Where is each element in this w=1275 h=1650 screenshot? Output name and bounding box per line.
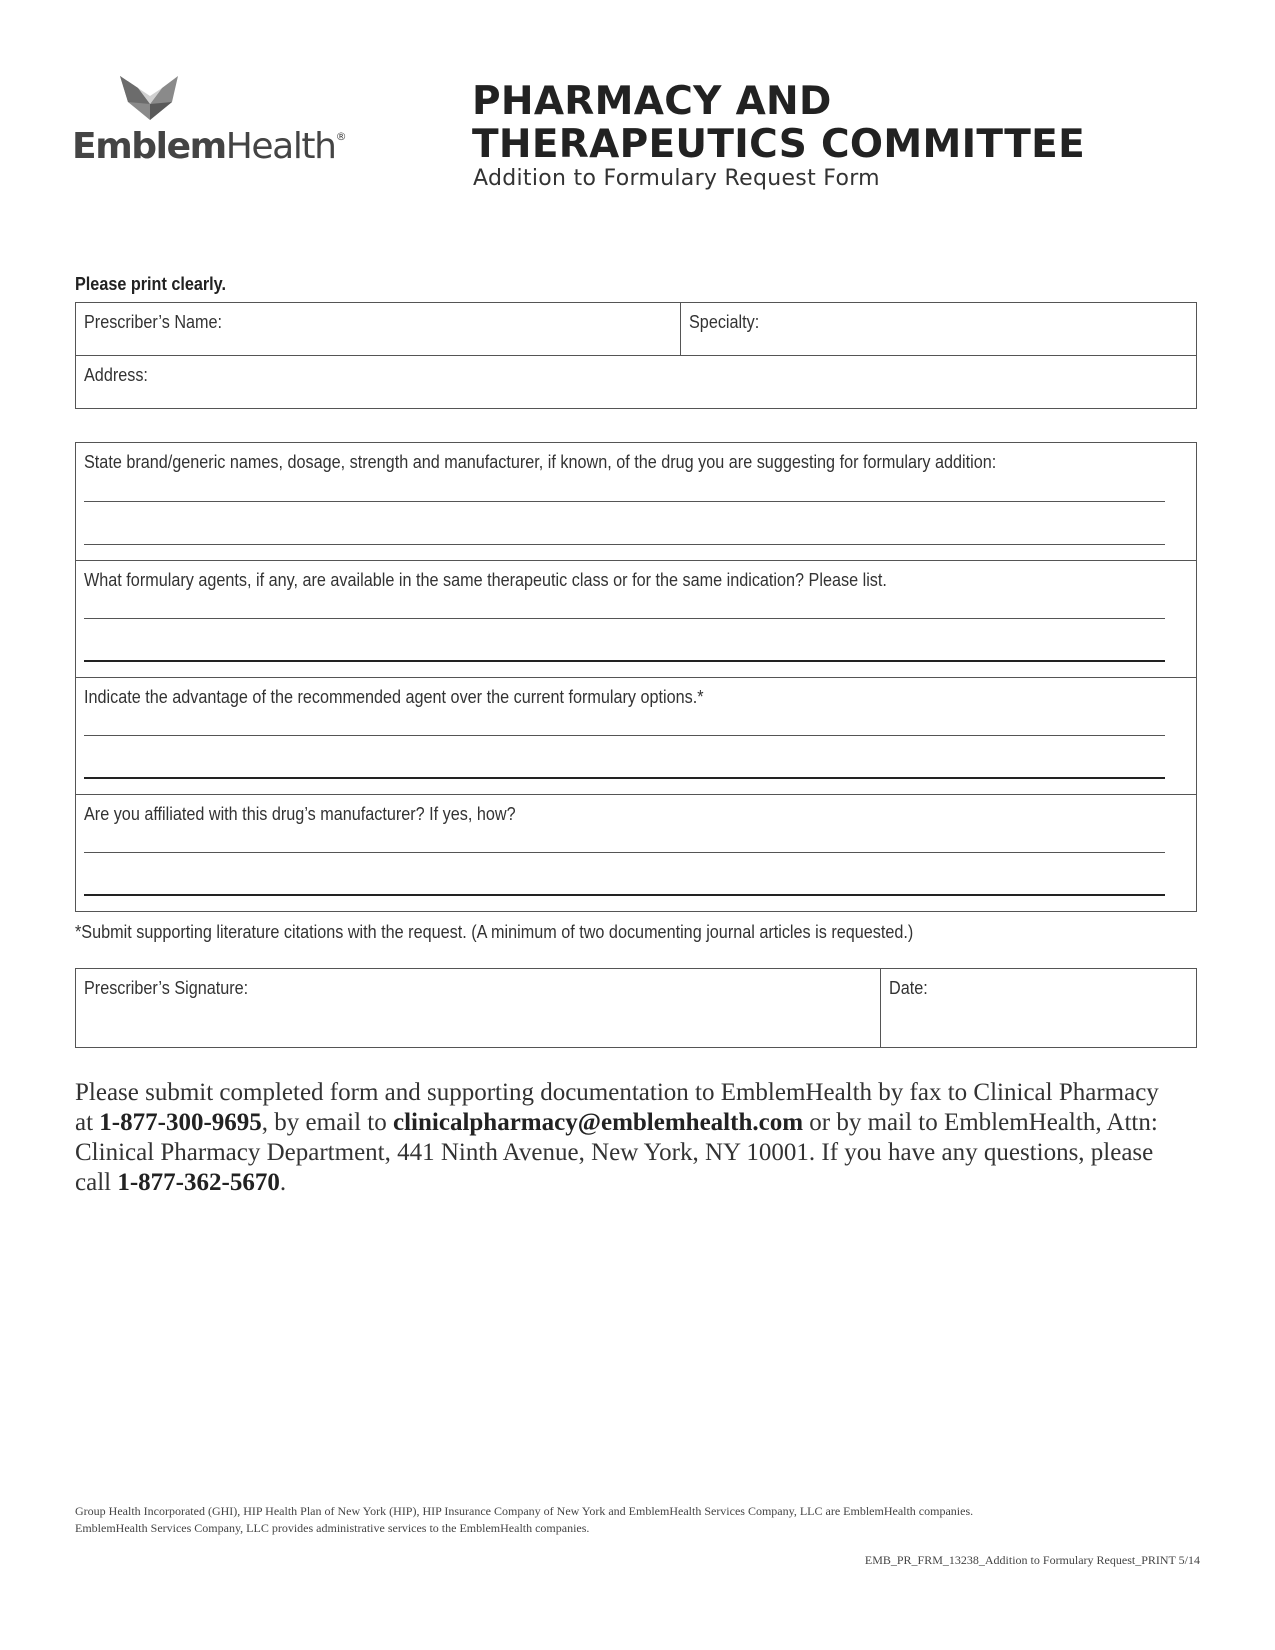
address-label: Address:: [84, 365, 148, 385]
legal-line-1: Group Health Incorporated (GHI), HIP Health Plan of New York (HIP), HIP Insurance Company of New York and EmblemHealth Services Company, LLC are EmblemHealth companies.: [75, 1504, 974, 1518]
question-label: State brand/generic names, dosage, strength and manufacturer, if known, of the drug you are suggesting for formulary addition:: [84, 452, 997, 472]
emblemhealth-logo: [72, 74, 352, 174]
logo-wordmark: EmblemHealth®: [72, 126, 346, 167]
question-label: Are you affiliated with this drug’s manufacturer? If yes, how?: [84, 804, 516, 824]
footnote: *Submit supporting literature citations with the request. (A minimum of two documenting journal articles is requested.): [75, 922, 914, 942]
signature-label: Prescriber’s Signature:: [84, 978, 249, 998]
questions-box: [75, 442, 1197, 912]
answer-line[interactable]: [84, 894, 1165, 896]
shield-logo-icon: [120, 74, 180, 124]
specialty-label: Specialty:: [689, 312, 760, 332]
form-code: EMB_PR_FRM_13238_Addition to Formulary Request_PRINT 5/14: [864, 1553, 1200, 1567]
prescriber-name-field[interactable]: [76, 303, 680, 355]
fax-number: 1-877-300-9695: [99, 1109, 262, 1136]
date-label: Date:: [889, 978, 928, 998]
title-line-1: PHARMACY AND: [472, 79, 832, 124]
question-drug-names: [76, 443, 1196, 560]
email-address[interactable]: clinicalpharmacy@emblemhealth.com: [393, 1109, 804, 1136]
question-label: Indicate the advantage of the recommended agent over the current formulary options.*: [84, 687, 704, 707]
answer-line[interactable]: [84, 852, 1165, 853]
legal-disclaimer: [75, 1503, 973, 1537]
page-subtitle: Addition to Formulary Request Form: [473, 166, 880, 191]
date-field[interactable]: [881, 969, 1196, 1047]
question-affiliation: [76, 795, 1196, 911]
answer-line[interactable]: [84, 735, 1165, 736]
question-advantage: [76, 678, 1196, 794]
answer-line[interactable]: [84, 660, 1165, 662]
answer-line[interactable]: [84, 501, 1165, 502]
signature-box: [75, 968, 1197, 1048]
question-label: What formulary agents, if any, are available in the same therapeutic class or for the same indication? Please list.: [84, 570, 887, 590]
page-title: [472, 80, 1085, 166]
legal-line-2: EmblemHealth Services Company, LLC provides administrative services to the EmblemHealth companies.: [75, 1521, 590, 1535]
question-formulary-agents: [76, 561, 1196, 677]
title-line-2: THERAPEUTICS COMMITTEE: [472, 122, 1086, 167]
answer-line[interactable]: [84, 544, 1165, 545]
prescriber-info-box: [75, 302, 1197, 409]
address-field[interactable]: [76, 356, 1196, 408]
signature-field[interactable]: [76, 969, 880, 1047]
answer-line[interactable]: [84, 618, 1165, 619]
answer-line[interactable]: [84, 777, 1165, 779]
print-instructions: Please print clearly.: [75, 274, 226, 294]
phone-number: 1-877-362-5670: [117, 1169, 280, 1196]
specialty-field[interactable]: [681, 303, 1196, 355]
submission-instructions: Please submit completed form and supporting documentation to EmblemHealth by fax to Clinical Pharmacy at 1-877-300-9695, by email to clinicalpharmacy@emblemhealth.com or by mail to EmblemHealth, Attn: Clinical Pharmacy Department, 441 Ninth Avenue, New York, NY 10001. If you have any questions, please call 1-877-362-5670.: [75, 1079, 1159, 1196]
prescriber-name-label: Prescriber’s Name:: [84, 312, 223, 332]
